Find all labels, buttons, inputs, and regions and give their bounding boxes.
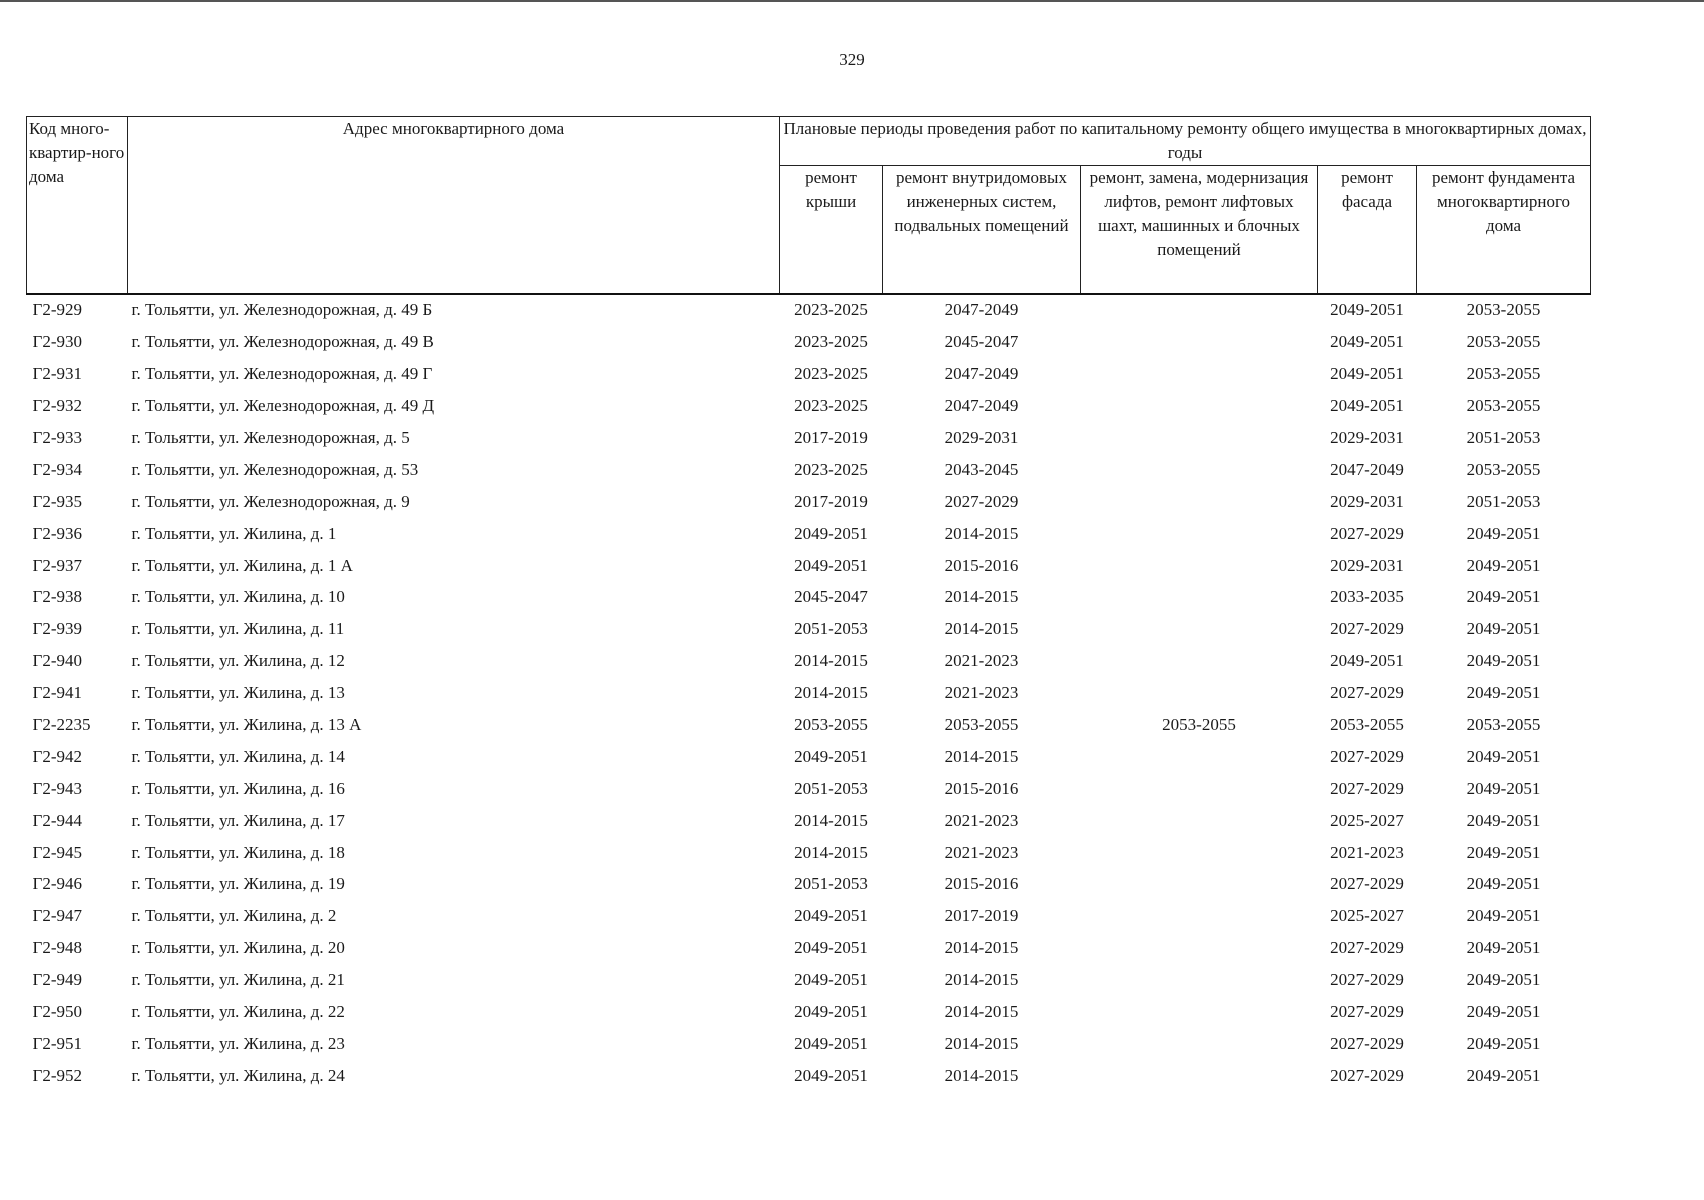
cell-code: Г2-950 [32,1002,82,1022]
table-row [27,900,1591,932]
cell-elevators [1081,964,1318,996]
cell-elevators [1081,805,1318,837]
cell-code: Г2-948 [32,938,82,958]
cell-foundation: 2049-2051 [1466,874,1541,894]
cell-foundation: 2049-2051 [1466,970,1541,990]
cell-facade: 2025-2027 [1330,906,1404,926]
cell-foundation: 2051-2053 [1466,491,1541,511]
cell-engineering: 2045-2047 [944,332,1019,352]
cell-roof: 2051-2053 [794,874,868,894]
cell-facade: 2053-2055 [1330,715,1404,735]
cell-code: Г2-952 [32,1065,82,1085]
cell-roof: 2014-2015 [794,683,868,703]
cell-engineering: 2047-2049 [944,364,1019,384]
cell-foundation: 2049-2051 [1466,1033,1541,1053]
cell-engineering: 2017-2019 [944,906,1019,926]
cell-facade: 2025-2027 [1330,810,1404,830]
table-header [27,117,1591,294]
cell-code: Г2-933 [32,428,82,447]
cell-elevators [1081,613,1318,645]
cell-elevators [1081,932,1318,964]
cell-address: г. Тольятти, ул. Железнодорожная, д. 49 В [131,332,434,352]
cell-engineering: 2029-2031 [944,428,1019,447]
cell-address: г. Тольятти, ул. Жилина, д. 1 [131,523,337,543]
cell-facade: 2027-2029 [1330,938,1404,958]
cell-facade: 2047-2049 [1330,459,1404,479]
cell-address: г. Тольятти, ул. Железнодорожная, д. 5 [131,428,410,447]
cell-foundation: 2053-2055 [1466,715,1541,735]
table-row [27,454,1591,486]
cell-foundation: 2049-2051 [1466,683,1541,703]
cell-roof: 2049-2051 [794,523,868,543]
cell-foundation: 2049-2051 [1466,906,1541,926]
cell-address: г. Тольятти, ул. Жилина, д. 22 [131,1002,345,1022]
cell-roof: 2049-2051 [794,906,868,926]
cell-engineering: 2015-2016 [944,778,1019,798]
cell-roof: 2049-2051 [794,555,868,575]
cell-elevators [1081,582,1318,614]
table-row [27,932,1591,964]
cell-foundation: 2049-2051 [1466,778,1541,798]
table-row [27,964,1591,996]
cell-code: Г2-936 [32,523,82,543]
cell-foundation: 2051-2053 [1466,428,1541,447]
cell-elevators [1081,326,1318,358]
header-roof: ремонт крыши [780,166,883,294]
header-elevators: ремонт, замена, модернизация лифтов, ремонт лифтовых шахт, машинных и блочных помещений [1081,166,1318,294]
cell-foundation: 2053-2055 [1466,396,1541,416]
cell-roof: 2017-2019 [794,491,868,511]
cell-engineering: 2027-2029 [944,491,1019,511]
table-row [27,1060,1591,1092]
cell-elevators [1081,422,1318,454]
table-row [27,996,1591,1028]
cell-foundation: 2049-2051 [1466,810,1541,830]
cell-elevators [1081,358,1318,390]
cell-foundation: 2049-2051 [1466,842,1541,862]
cell-address: г. Тольятти, ул. Жилина, д. 21 [131,970,345,990]
header-address: Адрес многоквартирного дома [128,117,780,294]
cell-address: г. Тольятти, ул. Железнодорожная, д. 49 Г [131,364,433,384]
cell-code: Г2-929 [32,300,82,320]
cell-engineering: 2053-2055 [944,715,1019,735]
table-row [27,709,1591,741]
cell-address: г. Тольятти, ул. Жилина, д. 1 А [131,555,353,575]
cell-engineering: 2021-2023 [944,842,1019,862]
cell-elevators [1081,869,1318,901]
cell-foundation: 2049-2051 [1466,938,1541,958]
cell-foundation: 2049-2051 [1466,619,1541,639]
table-row [27,518,1591,550]
cell-engineering: 2021-2023 [944,810,1019,830]
cell-code: Г2-930 [32,332,82,352]
cell-engineering: 2014-2015 [944,1033,1019,1053]
cell-facade: 2027-2029 [1330,523,1404,543]
cell-roof: 2023-2025 [794,300,868,320]
cell-facade: 2029-2031 [1330,491,1404,511]
cell-address: г. Тольятти, ул. Железнодорожная, д. 49 Д [131,396,435,416]
cell-engineering: 2047-2049 [944,300,1019,320]
cell-elevators [1081,294,1318,327]
table-row [27,869,1591,901]
cell-elevators [1081,773,1318,805]
cell-code: Г2-940 [32,651,82,671]
cell-code: Г2-945 [32,842,82,862]
cell-elevators [1081,677,1318,709]
cell-address: г. Тольятти, ул. Железнодорожная, д. 9 [131,491,410,511]
cell-address: г. Тольятти, ул. Жилина, д. 10 [131,587,345,607]
cell-address: г. Тольятти, ул. Жилина, д. 20 [131,938,345,958]
cell-code: Г2-943 [32,778,82,798]
cell-foundation: 2053-2055 [1466,332,1541,352]
cell-facade: 2027-2029 [1330,746,1404,766]
cell-elevators [1081,900,1318,932]
cell-elevators [1081,486,1318,518]
cell-code: Г2-2235 [32,715,91,735]
cell-engineering: 2014-2015 [944,619,1019,639]
cell-roof: 2014-2015 [794,810,868,830]
cell-roof: 2045-2047 [794,587,868,607]
cell-address: г. Тольятти, ул. Железнодорожная, д. 49 Б [131,300,433,320]
cell-code: Г2-951 [32,1033,82,1053]
cell-foundation: 2049-2051 [1466,555,1541,575]
cell-code: Г2-946 [32,874,82,894]
cell-engineering: 2014-2015 [944,970,1019,990]
cell-facade: 2027-2029 [1330,970,1404,990]
cell-address: г. Тольятти, ул. Жилина, д. 13 А [131,715,362,735]
header-engineering: ремонт внутридомовых инженерных систем, подвальных помещений [883,166,1081,294]
cell-engineering: 2014-2015 [944,746,1019,766]
cell-code: Г2-937 [32,555,82,575]
cell-address: г. Тольятти, ул. Железнодорожная, д. 53 [131,459,419,479]
table-row [27,550,1591,582]
cell-foundation: 2049-2051 [1466,651,1541,671]
repair-schedule-sheet [26,116,1590,1092]
cell-roof: 2051-2053 [794,619,868,639]
header-foundation: ремонт фундамента многоквартирного дома [1417,166,1591,294]
cell-roof: 2051-2053 [794,778,868,798]
cell-code: Г2-942 [32,746,82,766]
cell-address: г. Тольятти, ул. Жилина, д. 23 [131,1033,345,1053]
cell-foundation: 2053-2055 [1466,459,1541,479]
cell-roof: 2049-2051 [794,970,868,990]
header-code: Код много-квартир-ного дома [27,117,128,294]
cell-roof: 2049-2051 [794,746,868,766]
cell-code: Г2-931 [32,364,82,384]
table-row [27,326,1591,358]
cell-roof: 2017-2019 [794,428,868,447]
cell-facade: 2049-2051 [1330,300,1404,320]
cell-code: Г2-947 [32,906,82,926]
cell-elevators [1081,1060,1318,1092]
repair-schedule-table [26,116,1591,1092]
cell-engineering: 2014-2015 [944,1002,1019,1022]
cell-engineering: 2014-2015 [944,523,1019,543]
table-row [27,422,1591,454]
cell-elevators [1081,1028,1318,1060]
cell-foundation: 2049-2051 [1466,1065,1541,1085]
cell-roof: 2053-2055 [794,715,868,735]
cell-elevators [1081,454,1318,486]
cell-roof: 2023-2025 [794,332,868,352]
table-row [27,582,1591,614]
cell-facade: 2049-2051 [1330,396,1404,416]
table-row [27,358,1591,390]
table-row [27,805,1591,837]
cell-facade: 2027-2029 [1330,1065,1404,1085]
cell-engineering: 2021-2023 [944,651,1019,671]
table-row [27,773,1591,805]
cell-roof: 2049-2051 [794,1002,868,1022]
cell-foundation: 2049-2051 [1466,1002,1541,1022]
cell-roof: 2049-2051 [794,938,868,958]
cell-facade: 2027-2029 [1330,619,1404,639]
cell-engineering: 2047-2049 [944,396,1019,416]
cell-foundation: 2049-2051 [1466,523,1541,543]
cell-code: Г2-938 [32,587,82,607]
page-number: 329 [839,50,865,69]
cell-facade: 2021-2023 [1330,842,1404,862]
cell-elevators [1081,550,1318,582]
cell-code: Г2-934 [32,459,82,479]
cell-foundation: 2053-2055 [1466,300,1541,320]
table-row [27,390,1591,422]
cell-engineering: 2043-2045 [944,459,1019,479]
table-row [27,645,1591,677]
cell-address: г. Тольятти, ул. Жилина, д. 12 [131,651,345,671]
cell-engineering: 2021-2023 [944,683,1019,703]
table-row [27,1028,1591,1060]
cell-address: г. Тольятти, ул. Жилина, д. 11 [131,619,345,639]
top-rule [0,0,1704,2]
cell-engineering: 2014-2015 [944,938,1019,958]
table-row [27,837,1591,869]
cell-roof: 2014-2015 [794,842,868,862]
cell-engineering: 2015-2016 [944,555,1019,575]
table-row [27,741,1591,773]
cell-code: Г2-944 [32,810,82,830]
table-row [27,677,1591,709]
cell-elevators [1081,741,1318,773]
cell-facade: 2029-2031 [1330,428,1404,447]
cell-address: г. Тольятти, ул. Жилина, д. 19 [131,874,345,894]
cell-address: г. Тольятти, ул. Жилина, д. 14 [131,746,345,766]
cell-address: г. Тольятти, ул. Жилина, д. 17 [131,810,345,830]
cell-roof: 2023-2025 [794,459,868,479]
cell-elevators [1081,837,1318,869]
cell-facade: 2033-2035 [1330,587,1404,607]
cell-facade: 2027-2029 [1330,874,1404,894]
cell-facade: 2049-2051 [1330,332,1404,352]
cell-facade: 2029-2031 [1330,555,1404,575]
cell-engineering: 2014-2015 [944,587,1019,607]
cell-elevators [1081,390,1318,422]
cell-address: г. Тольятти, ул. Жилина, д. 24 [131,1065,345,1085]
cell-roof: 2014-2015 [794,651,868,671]
cell-elevators [1081,645,1318,677]
cell-code: Г2-939 [32,619,82,639]
cell-facade: 2027-2029 [1330,683,1404,703]
table-row [27,486,1591,518]
cell-code: Г2-932 [32,396,82,416]
cell-roof: 2023-2025 [794,396,868,416]
cell-roof: 2049-2051 [794,1033,868,1053]
table-body [27,294,1591,1092]
table-row [27,613,1591,645]
cell-address: г. Тольятти, ул. Жилина, д. 13 [131,683,345,703]
cell-code: Г2-941 [32,683,82,703]
cell-engineering: 2014-2015 [944,1065,1019,1085]
header-planned-periods: Плановые периоды проведения работ по капитальному ремонту общего имущества в многоквартирных домах, годы [780,117,1591,166]
cell-facade: 2027-2029 [1330,1002,1404,1022]
cell-code: Г2-935 [32,491,82,511]
cell-facade: 2049-2051 [1330,651,1404,671]
cell-elevators: 2053-2055 [1162,715,1236,735]
cell-code: Г2-949 [32,970,82,990]
cell-roof: 2049-2051 [794,1065,868,1085]
cell-facade: 2027-2029 [1330,778,1404,798]
cell-elevators [1081,996,1318,1028]
cell-elevators [1081,518,1318,550]
header-facade: ремонт фасада [1318,166,1417,294]
cell-address: г. Тольятти, ул. Жилина, д. 2 [131,906,337,926]
cell-foundation: 2053-2055 [1466,364,1541,384]
cell-facade: 2049-2051 [1330,364,1404,384]
cell-roof: 2023-2025 [794,364,868,384]
cell-foundation: 2049-2051 [1466,746,1541,766]
table-row [27,294,1591,327]
cell-address: г. Тольятти, ул. Жилина, д. 18 [131,842,345,862]
cell-facade: 2027-2029 [1330,1033,1404,1053]
cell-foundation: 2049-2051 [1466,587,1541,607]
cell-address: г. Тольятти, ул. Жилина, д. 16 [131,778,345,798]
cell-engineering: 2015-2016 [944,874,1019,894]
